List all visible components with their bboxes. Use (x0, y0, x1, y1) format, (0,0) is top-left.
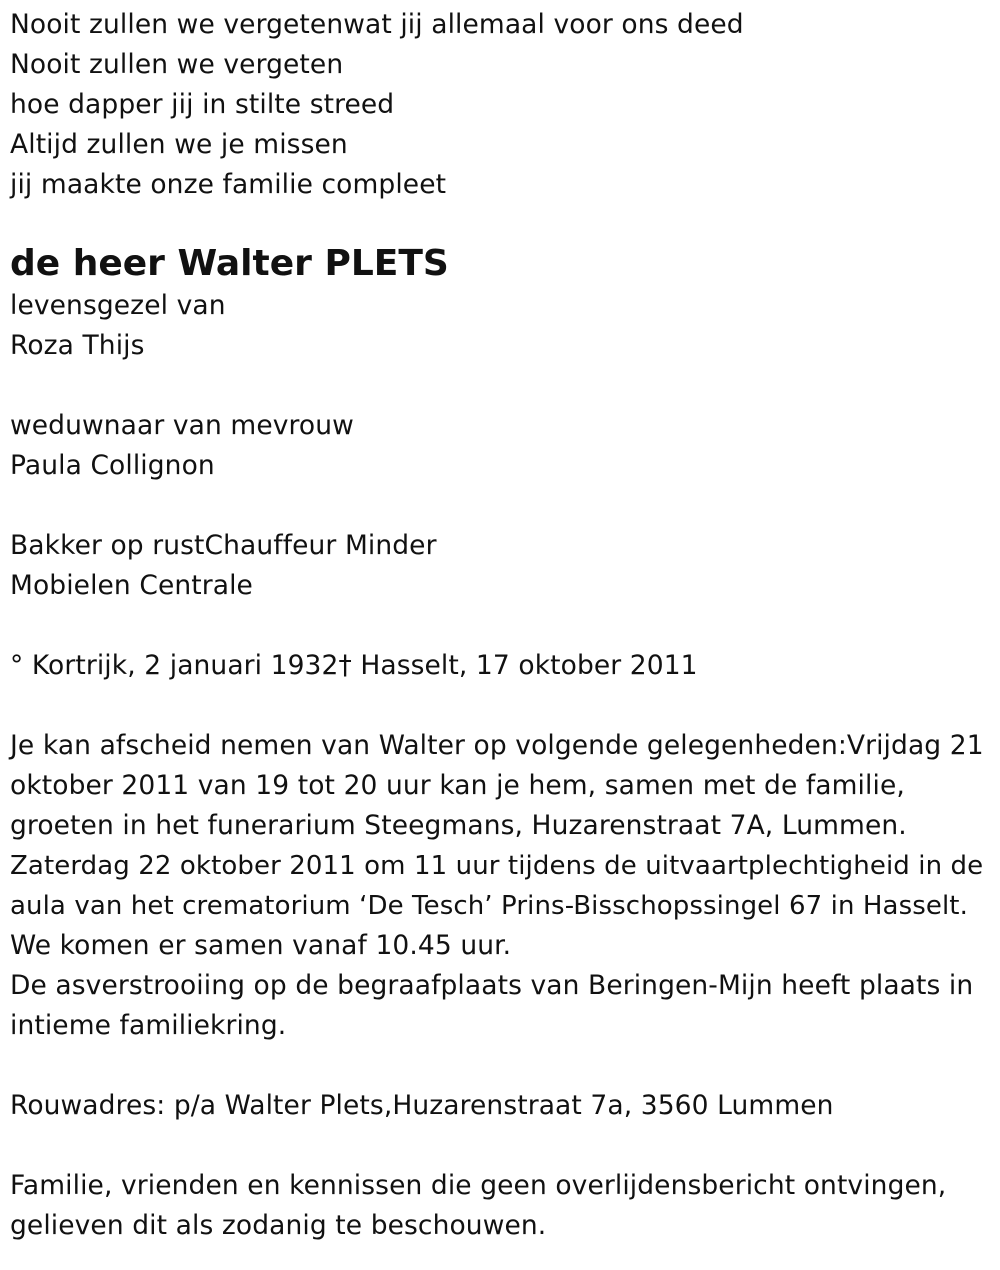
farewell-line: groeten in het funerarium Steegmans, Huzarenstraat 7A, Lummen. (10, 810, 907, 841)
mourning-address: Rouwadres: p/a Walter Plets,Huzarenstraat 7a, 3560 Lummen (10, 1090, 834, 1121)
farewell-line: aula van het crematorium ‘De Tesch’ Prins-Bisschopssingel 67 in Hasselt. (10, 891, 968, 921)
occupation-block (10, 526, 985, 606)
partner-name: Roza Thijs (10, 330, 145, 361)
widower-label: weduwnaar van mevrouw (10, 410, 354, 441)
obituary-notice (10, 5, 985, 1246)
closing-line: Familie, vrienden en kennissen die geen overlijdensbericht ontvingen, (10, 1170, 947, 1201)
farewell-paragraph (10, 726, 985, 1046)
farewell-line: intieme familiekring. (10, 1010, 287, 1041)
poem (10, 5, 985, 205)
farewell-line: oktober 2011 van 19 tot 20 uur kan je hem, samen met de familie, (10, 770, 905, 801)
spacer (10, 1046, 985, 1086)
farewell-line: Zaterdag 22 oktober 2011 om 11 uur tijdens de uitvaartplechtigheid in de (10, 851, 984, 881)
spacer (10, 686, 985, 726)
spacer (10, 366, 985, 406)
poem-line: Altijd zullen we je missen (10, 129, 348, 160)
poem-line: jij maakte onze familie compleet (10, 169, 447, 200)
poem-line: hoe dapper jij in stilte streed (10, 89, 395, 120)
occupation-line: Mobielen Centrale (10, 570, 253, 601)
deceased-name: de heer Walter PLETS (10, 243, 449, 284)
birth-death-dates: ° Kortrijk, 2 januari 1932† Hasselt, 17 oktober 2011 (10, 650, 698, 681)
spacer (10, 606, 985, 646)
farewell-line: Je kan afscheid nemen van Walter op volgende gelegenheden:Vrijdag 21 (10, 730, 984, 761)
spacer (10, 486, 985, 526)
occupation-line: Bakker op rustChauffeur Minder (10, 530, 437, 561)
widower-name: Paula Collignon (10, 450, 215, 481)
partner-block (10, 286, 985, 366)
poem-line: Nooit zullen we vergeten (10, 49, 344, 80)
poem-line: Nooit zullen we vergetenwat jij allemaal voor ons deed (10, 9, 744, 40)
closing-line: gelieven dit als zodanig te beschouwen. (10, 1210, 547, 1241)
spacer (10, 1126, 985, 1166)
partner-label: levensgezel van (10, 290, 226, 321)
farewell-line: De asverstrooiing op de begraafplaats van Beringen-Mijn heeft plaats in (10, 970, 974, 1001)
widower-block (10, 406, 985, 486)
farewell-line: We komen er samen vanaf 10.45 uur. (10, 930, 512, 961)
closing-note (10, 1166, 985, 1246)
